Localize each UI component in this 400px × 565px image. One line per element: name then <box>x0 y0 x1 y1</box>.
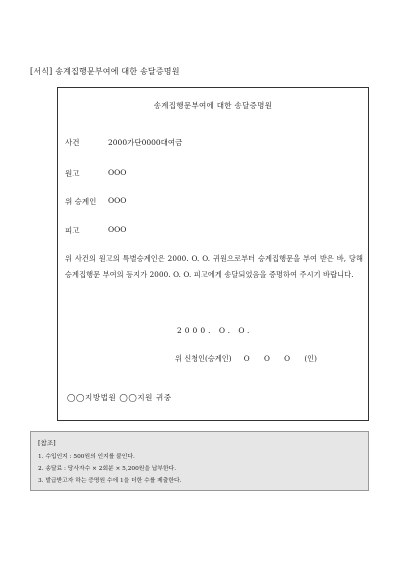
successor-label: 위 승계인 <box>65 197 97 206</box>
form-label: [서식] 송계집행문부여에 대한 송달증명원 <box>30 67 180 76</box>
reference-heading: [참조] <box>38 439 56 447</box>
defendant-field <box>65 225 127 236</box>
reference-note-box <box>30 431 369 491</box>
application-date: 2000. O. O. <box>177 326 253 335</box>
reference-item: 1. 수입인지 : 500원의 인지를 붙인다. <box>38 454 135 460</box>
reference-item: 3. 발급받고자 하는 증명원 수에 1을 더한 수를 제출한다. <box>38 478 182 484</box>
applicant-label: 위 신청인(승계인) <box>175 354 232 363</box>
successor-value: OOO <box>108 196 127 205</box>
plaintiff-label: 원고 <box>65 169 80 178</box>
request-body-text: 위 사건의 원고의 특별승계인은 2000. O. O. 귀원으로부터 승계집행문을 부여 받은 바, 당해 승계집행문 부여의 등지가 2000. O. O. 피고에게 송달되었음을 증명하여 주시기 바랍니다. <box>65 254 363 279</box>
case-label: 사건 <box>65 138 80 147</box>
plaintiff-field <box>65 168 127 179</box>
defendant-label: 피고 <box>65 226 80 235</box>
reference-item: 2. 송달료 : 당사자수 × 2회분 × 5,200원을 납부한다. <box>38 466 177 472</box>
case-value: 2000가단0000대여금 <box>108 138 183 147</box>
applicant-seal: (인) <box>304 354 317 363</box>
applicant-line <box>175 354 317 364</box>
successor-field <box>65 196 127 207</box>
court-addressee: ◯◯지방법원 ◯◯지원 귀중 <box>67 393 172 402</box>
applicant-name: O O O <box>243 354 297 363</box>
case-field <box>65 137 183 148</box>
document-box <box>57 87 369 421</box>
plaintiff-value: OOO <box>108 168 127 177</box>
document-title: 송계집행문부여에 대한 송달증명원 <box>153 101 273 110</box>
defendant-value: OOO <box>108 225 127 234</box>
